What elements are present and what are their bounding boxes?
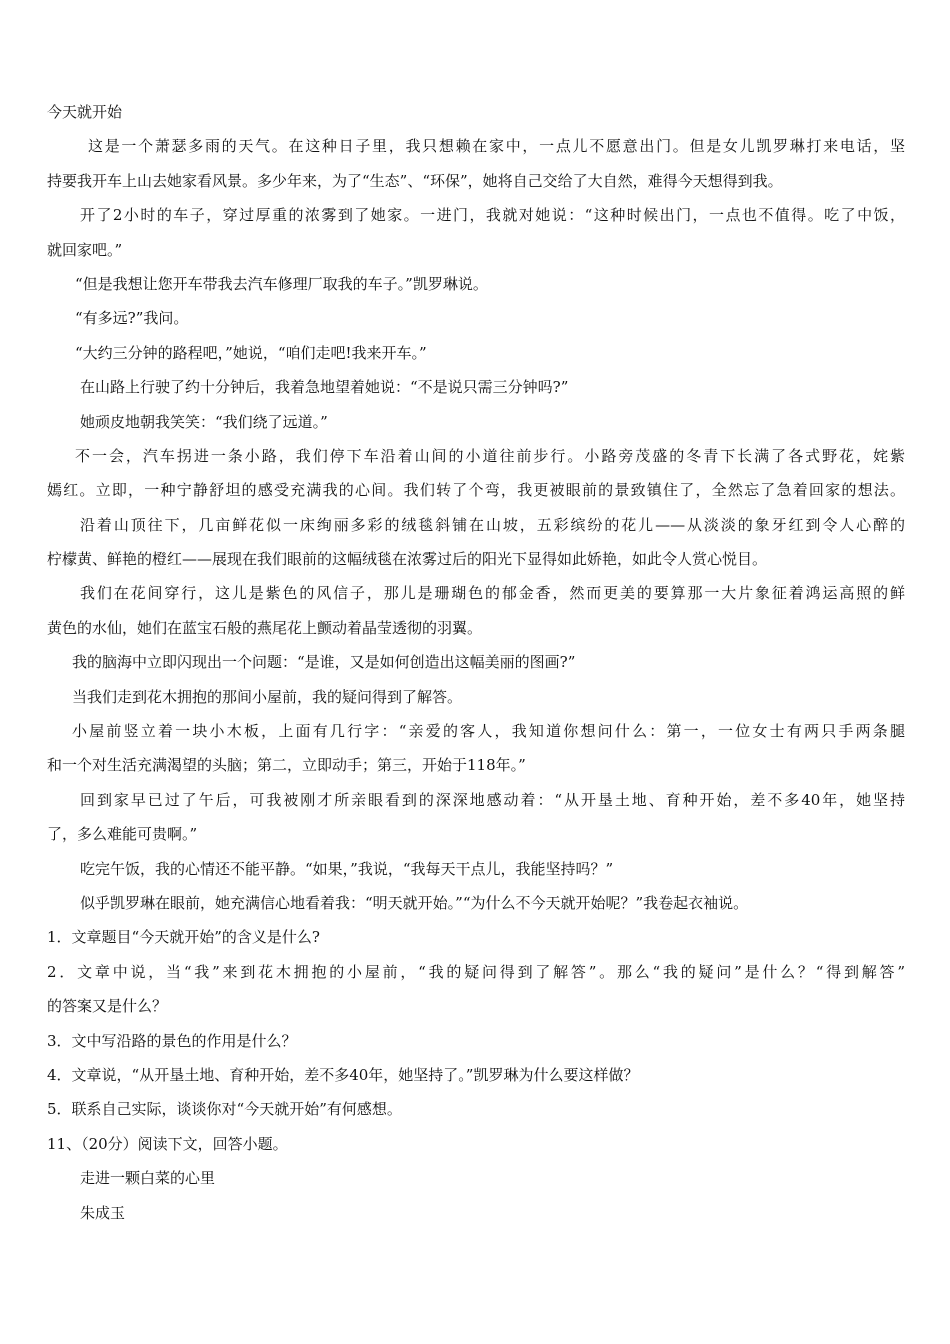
text-line: 和一个对生活充满渴望的头脑；第二，立即动手；第三，开始于118年。” — [47, 756, 526, 775]
passage-title: 今天就开始 — [47, 103, 123, 121]
text-line: 嫣红。立即，一种宁静舒坦的感受充满我的心间。我们转了个弯，我更被眼前的景致镇住了，全然忘了急着回家的想法。 — [47, 481, 905, 500]
text-line: 不一会，汽车拐进一条小路，我们停下车沿着山间的小道往前步行。小路旁茂盛的冬青下长满了各式野花，姹紫 — [75, 446, 905, 465]
text-line: 柠檬黄、鲜艳的橙红——展现在我们眼前的这幅绒毯在浓雾过后的阳光下显得如此娇艳，如此令人赏心悦目。 — [47, 550, 768, 569]
paragraph: “但是我想让您开车带我去汽车修理厂取我的车子。”凯罗琳说。 — [75, 274, 488, 293]
question-3: 3．文中写沿路的景色的作用是什么？ — [47, 1031, 297, 1050]
text-line: 持要我开车上山去她家看风景。多少年来，为了“生态”、“环保”，她将自己交给了大自然，难得今天想得到我。 — [47, 171, 783, 190]
paragraph — [47, 129, 905, 198]
paragraph — [47, 576, 905, 645]
paragraph: 她顽皮地朝我笑笑：“我们绕了远道。” — [80, 412, 328, 431]
text-line: 2．文章中说，当“我”来到花木拥抱的小屋前，“我的疑问得到了解答”。那么“我的疑问”是什么？“得到解答” — [47, 962, 905, 981]
paragraph — [47, 783, 905, 852]
paragraph — [47, 439, 905, 508]
text-line: 小屋前竖立着一块小木板，上面有几行字：“亲爱的客人，我知道你想问什么：第一，一位女士有两只手两条腿 — [72, 722, 905, 741]
paragraph: “有多远?”我问。 — [75, 309, 189, 328]
text-line: 我们在花间穿行，这儿是紫色的风信子，那儿是珊瑚色的郁金香，然而更美的要算那一大片象征着鸿运高照的鲜 — [80, 584, 905, 603]
question-5: 5．联系自己实际，谈谈你对“今天就开始”有何感想。 — [47, 1100, 402, 1119]
text-line: 的答案又是什么？ — [47, 997, 168, 1016]
paragraph: “大约三分钟的路程吧，”她说，“咱们走吧!我来开车。” — [75, 343, 427, 362]
paragraph: 在山路上行驶了约十分钟后，我着急地望着她说：“不是说只需三分钟吗?” — [80, 378, 569, 397]
text-line: 这是一个萧瑟多雨的天气。在这种日子里，我只想赖在家中，一点儿不愿意出门。但是女儿凯罗琳打来电话，坚 — [88, 137, 905, 156]
section-author: 朱成玉 — [80, 1203, 126, 1222]
question-1: 1．文章题目“今天就开始”的含义是什么? — [47, 928, 320, 947]
paragraph — [47, 714, 905, 783]
text-line: 了，多么难能可贵啊。” — [47, 825, 198, 844]
text-line: 沿着山顶往下，几亩鲜花似一床绚丽多彩的绒毯斜铺在山坡，五彩缤纷的花儿——从淡淡的象牙红到令人心醉的 — [80, 515, 905, 534]
paragraph: 我的脑海中立即闪现出一个问题：“是谁，又是如何创造出这幅美丽的图画?” — [72, 653, 576, 672]
text-line: 开了2小时的车子，穿过厚重的浓雾到了她家。一进门，我就对她说：“这种时候出门，一点也不值得。吃了中饭， — [80, 206, 905, 225]
question-2 — [47, 955, 905, 1024]
section-header: 11、（20分）阅读下文，回答小题。 — [47, 1134, 288, 1153]
document-page — [47, 95, 905, 1230]
text-line: 就回家吧。” — [47, 240, 123, 259]
paragraph: 当我们走到花木拥抱的那间小屋前，我的疑问得到了解答。 — [72, 687, 463, 706]
paragraph — [47, 198, 905, 267]
paragraph: 吃完午饭，我的心情还不能平静。“如果，”我说，“我每天干点儿，我能坚持吗？” — [80, 859, 614, 878]
paragraph: 似乎凯罗琳在眼前，她充满信心地看着我：“明天就开始。”“为什么不今天就开始呢？”我卷起衣袖说。 — [80, 893, 749, 912]
paragraph — [47, 508, 905, 577]
question-4: 4．文章说，“从开垦土地、育种开始，差不多40年，她坚持了。”凯罗琳为什么要这样做？ — [47, 1065, 639, 1084]
text-line: 黄色的水仙，她们在蓝宝石般的燕尾花上颤动着晶莹透彻的羽翼。 — [47, 618, 483, 637]
text-line: 回到家早已过了午后，可我被刚才所亲眼看到的深深地感动着：“从开垦土地、育种开始，差不多40年，她坚持 — [80, 790, 905, 809]
section-title: 走进一颗白菜的心里 — [80, 1169, 216, 1188]
